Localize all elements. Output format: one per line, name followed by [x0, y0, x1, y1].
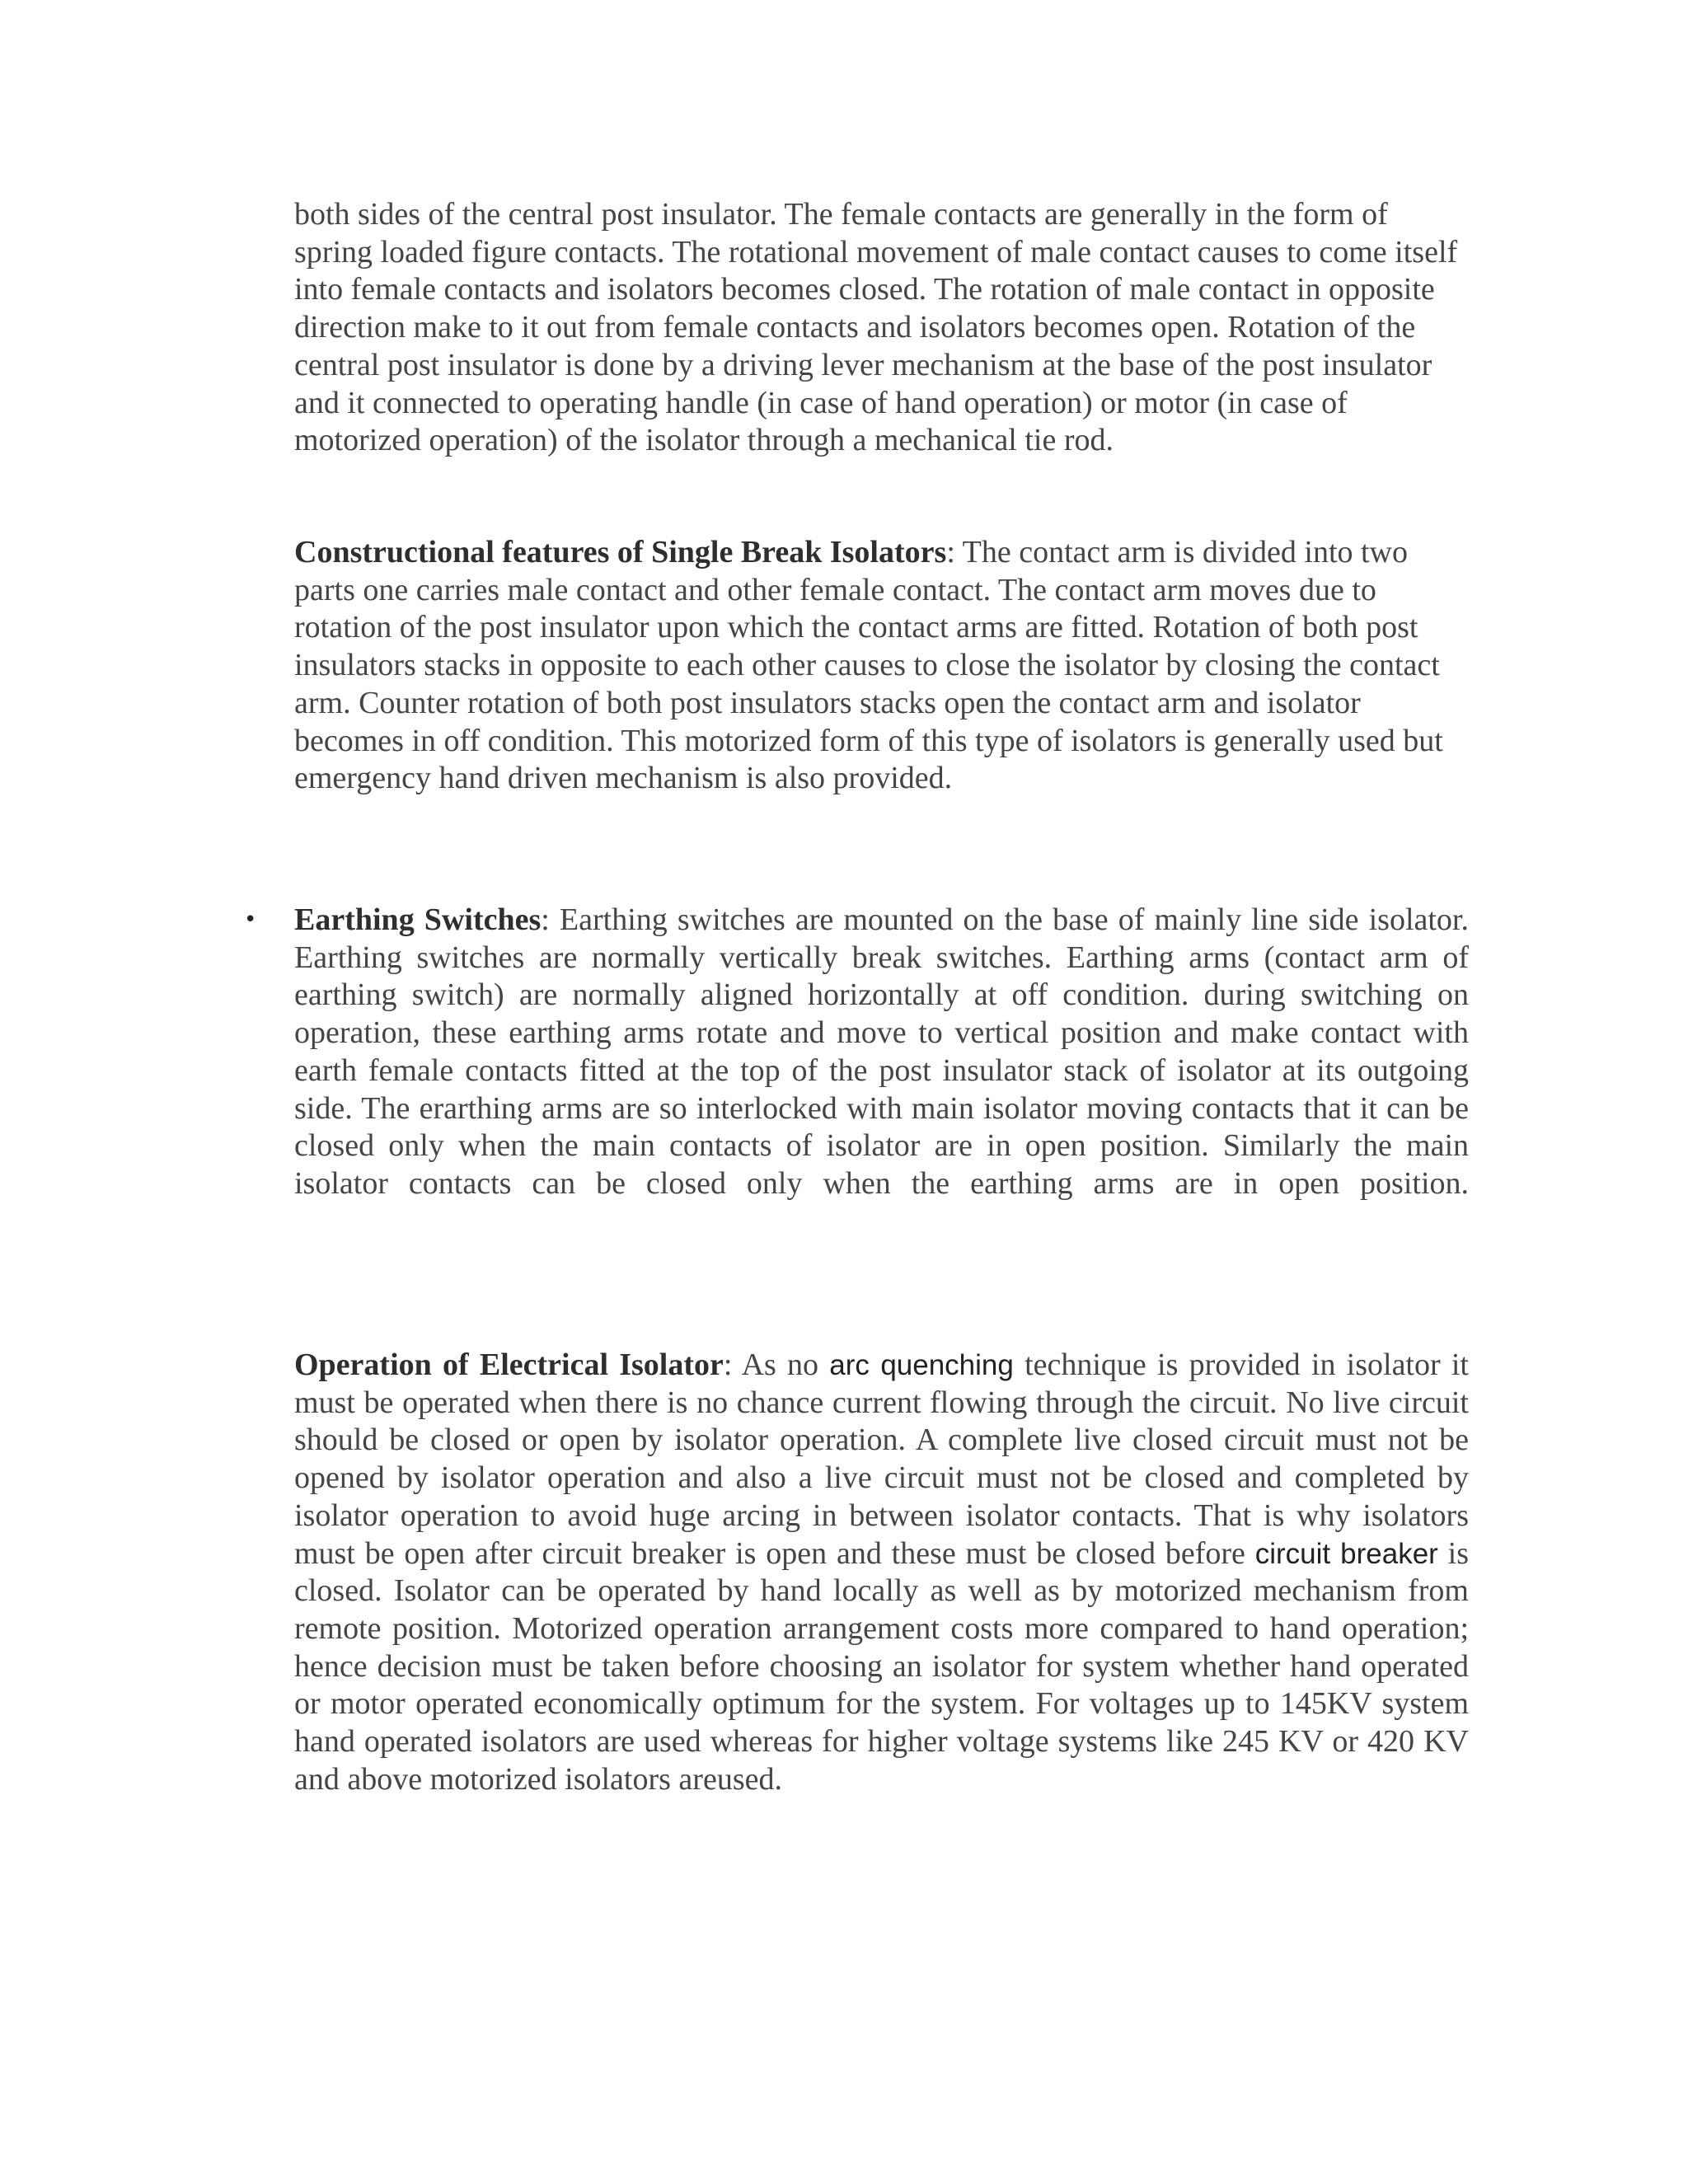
paragraph-operation-isolator	[294, 1347, 1469, 1798]
paragraph-single-break-isolators	[294, 534, 1469, 798]
paragraph-text: : As no	[723, 1347, 830, 1382]
paragraph-text: technique is provided in isolator it must be operated when there is no chance current flowing through the circuit. No live circuit should be closed or open by isolator operation. A complete live closed circuit must not be opened by isolator operation and also a live circuit must not be closed and completed by isolator operation to avoid huge arcing in between isolator contacts. That is why isolators must be open after circuit breaker is open and these must be closed before	[294, 1347, 1469, 1571]
paragraph-central-post-insulator	[294, 196, 1469, 460]
section-heading-earthing-switches: Earthing Switches	[294, 902, 542, 937]
paragraph-text: : Earthing switches are mounted on the base of mainly line side isolator. Earthing switches are normally vertically break switches. Earthing arms (contact arm of earthing switch) are normally aligned horizontally at off condition. during switching on operation, these earthing arms rotate and move to vertical position and make contact with earth female contacts fitted at the top of the post insulator stack of isolator at its outgoing side. The erarthing arms are so interlocked with main isolator moving contacts that it can be closed only when the main contacts of isolator are in open position. Similarly the main isolator contacts can be closed only when the earthing arms are in open position.	[294, 902, 1469, 1201]
link-circuit-breaker[interactable]: circuit breaker	[1254, 1537, 1438, 1570]
paragraph-text: is closed. Isolator can be operated by hand locally as well as by motorized mechanism from remote position. Motorized operation arrangement costs more compared to hand operation; hence decision must be taken before choosing an isolator for system whether hand operated or motor operated economically optimum for the system. For voltages up to 145KV system hand operated isolators are used whereas for higher voltage systems like 245 KV or 420 KV and above motorized isolators areused.	[294, 1535, 1469, 1797]
link-arc-quenching[interactable]: arc quenching	[829, 1349, 1014, 1381]
paragraph-text: both sides of the central post insulator. The female contacts are generally in the form of spring loaded figure contacts. The rotational movement of male contact causes to come itself into female contacts and isolators becomes closed. The rotation of male contact in opposite direction make to it out from female contacts and isolators becomes open. Rotation of the central post insulator is done by a driving lever mechanism at the base of the post insulator and it connected to operating handle (in case of hand operation) or motor (in case of motorized operation) of the isolator through a mechanical tie rod.	[294, 197, 1458, 458]
paragraph-earthing-switches	[294, 902, 1469, 1203]
section-heading-single-break: Constructional features of Single Break Isolators	[294, 535, 947, 569]
section-heading-operation: Operation of Electrical Isolator	[294, 1347, 724, 1382]
bullet-point-icon: •	[244, 907, 257, 932]
paragraph-text: : The contact arm is divided into two parts one carries male contact and other female contact. The contact arm moves due to rotation of the post insulator upon which the contact arms are fitted. Rotation of both post insulators stacks in opposite to each other causes to close the isolator by closing the contact arm. Counter rotation of both post insulators stacks open the contact arm and isolator becomes in off condition. This motorized form of this type of isolators is generally used but emergency hand driven mechanism is also provided.	[294, 535, 1443, 796]
